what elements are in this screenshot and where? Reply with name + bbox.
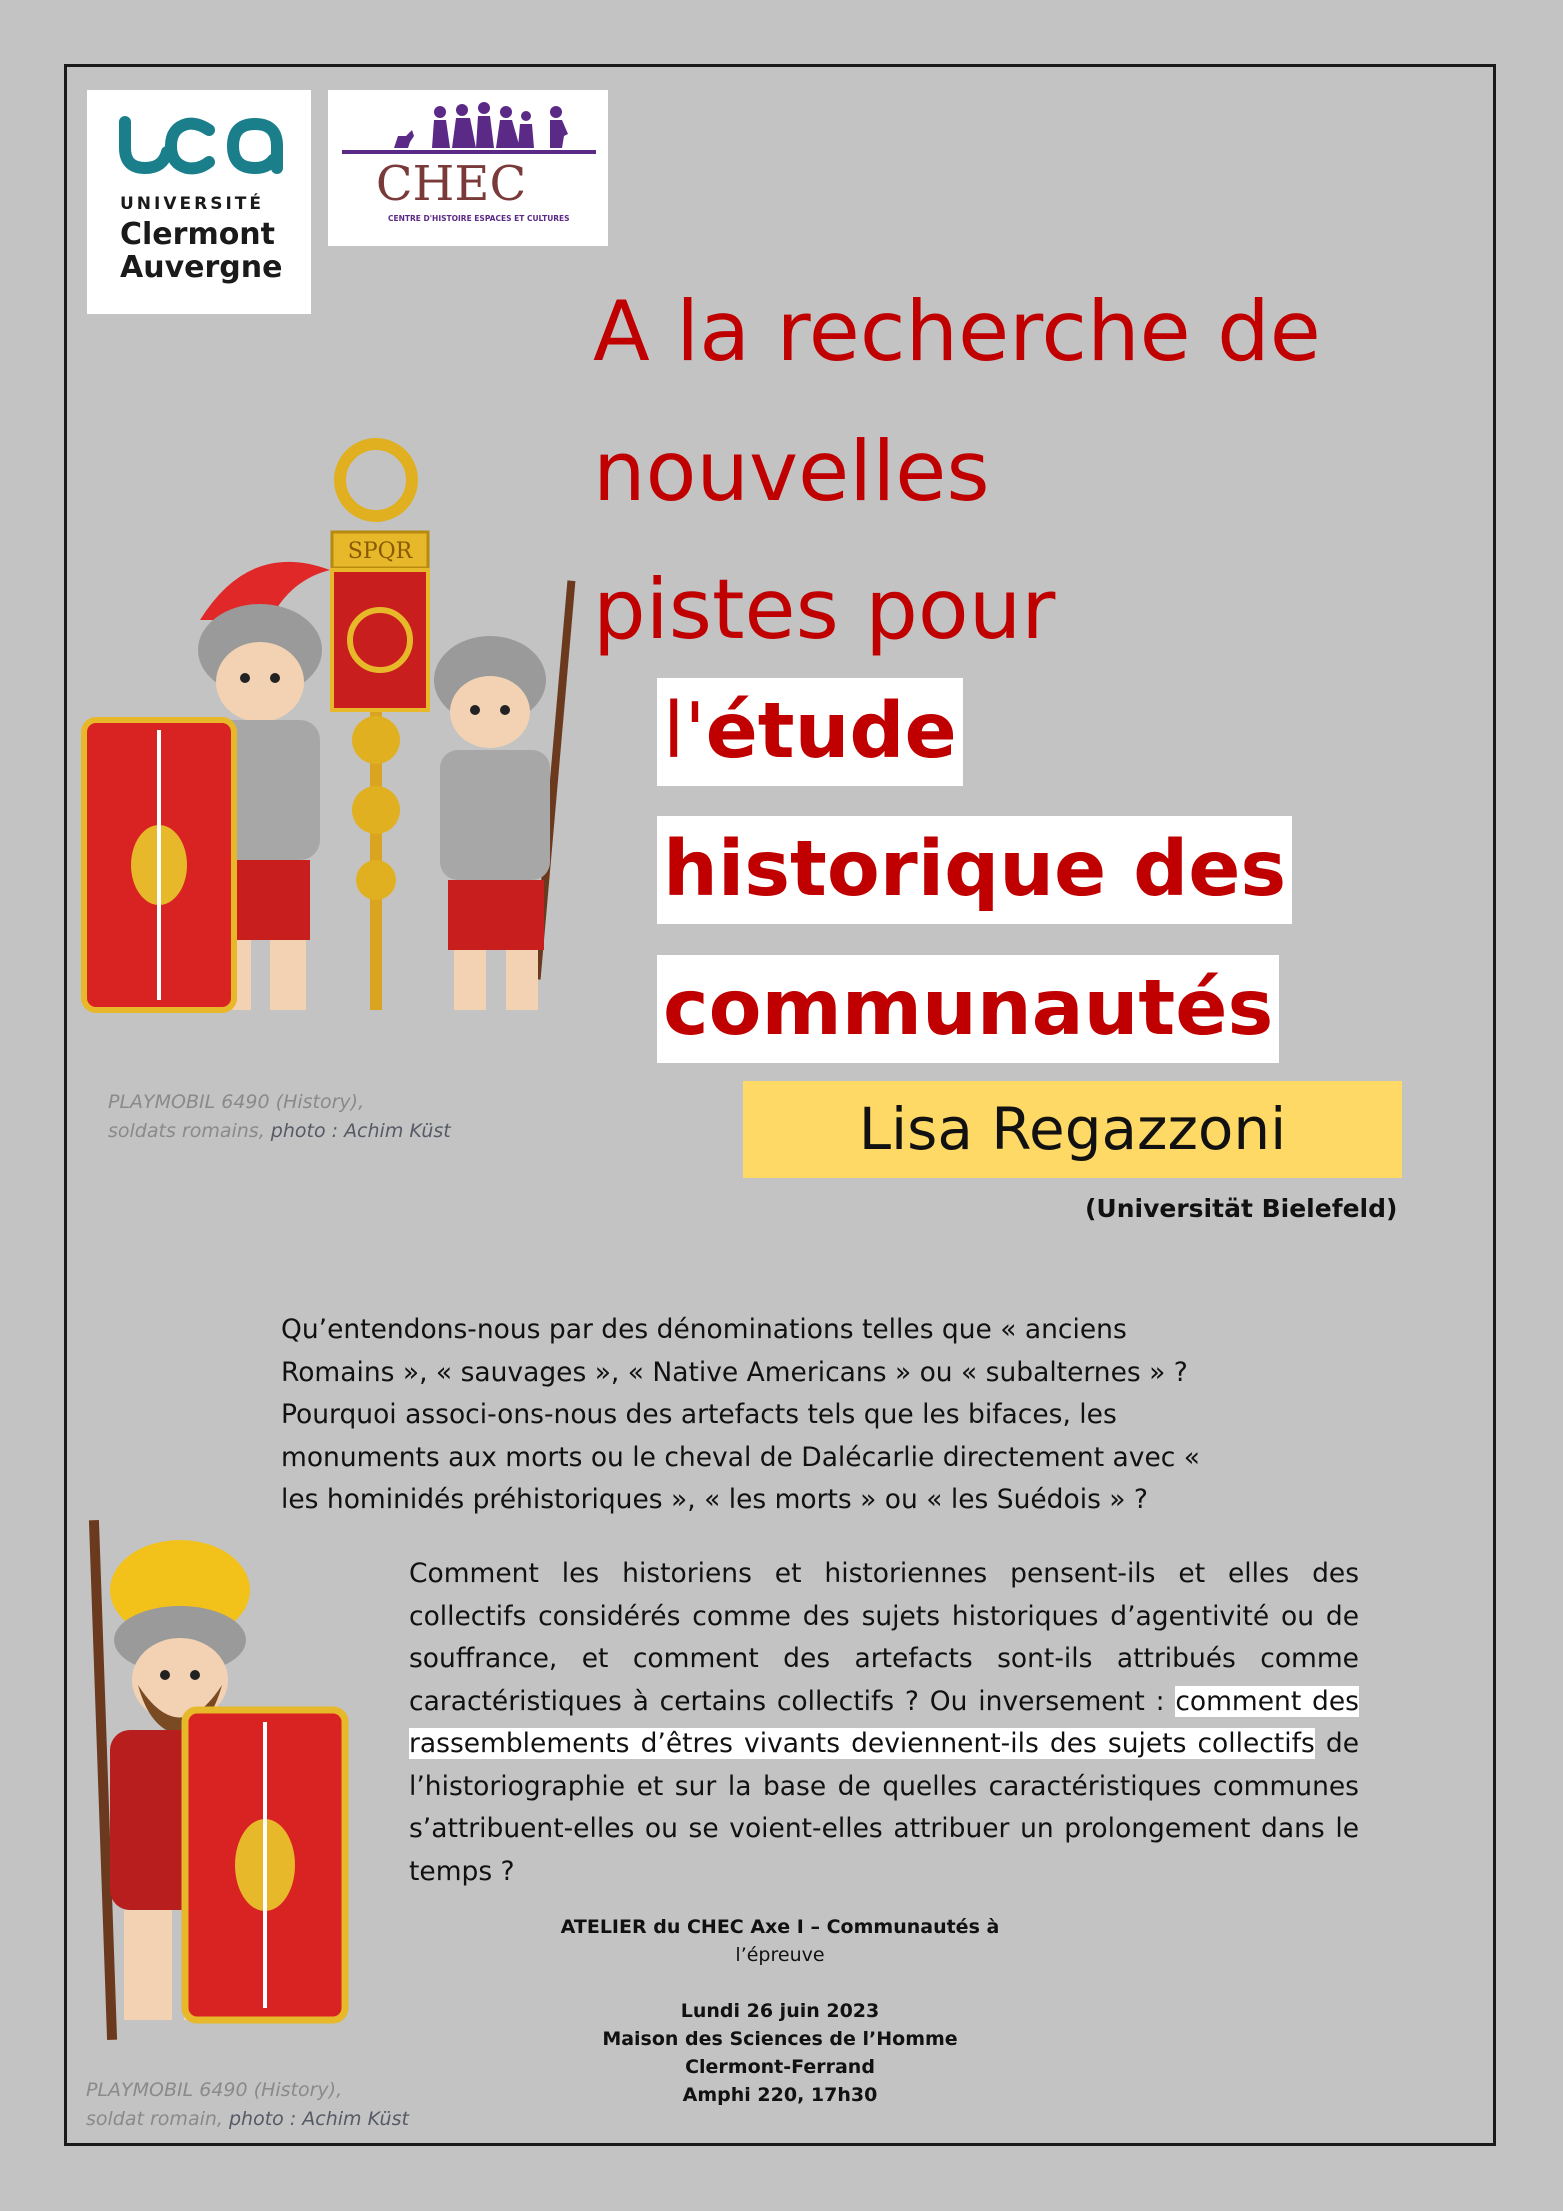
title-bold-prefix: l'	[663, 687, 706, 776]
spqr-banner-text: SPQR	[347, 539, 413, 564]
uca-logo-line3: Auvergne	[120, 250, 283, 285]
title-bold-word: étude	[705, 687, 957, 776]
footer-atelier-line1: ATELIER du CHEC Axe I – Communautés à	[560, 1916, 1000, 1938]
footer-city: Clermont-Ferrand	[685, 2056, 875, 2078]
paragraph-1: Qu’entendons-nous par des dénominations telles que « anciens Romains », « sauvages », « Native Americans » ou « subalternes » ? Pourquoi associ-ons-nous des artefacts tels que les bifaces, les monuments aux morts ou le cheval de Dalécarlie directement avec « les hominidés préhistoriques », « les morts » ou « les Suédois » ?	[281, 1314, 1200, 1515]
figure-top-caption-line2	[108, 1117, 451, 1146]
footer-event-info	[560, 1997, 1000, 2109]
paragraph-2	[409, 1553, 1359, 1893]
footer-room: Amphi 220, 17h30	[682, 2084, 878, 2106]
uca-logo	[87, 90, 311, 314]
speaker-name: Lisa Regazzoni	[743, 1081, 1402, 1178]
figure-bottom-caption-line2	[86, 2105, 409, 2134]
figure-top-photo-credit: photo : Achim Küst	[270, 1120, 451, 1142]
title-bold-line-2: historique des	[657, 816, 1292, 924]
footer-atelier-line2: l’épreuve	[735, 1944, 825, 1966]
uca-logo-line2: Clermont	[120, 217, 276, 252]
title-line-2: nouvelles	[593, 423, 990, 520]
title-line-3: pistes pour	[593, 561, 1056, 658]
title-bold-line-3: communautés	[657, 955, 1279, 1063]
footer-date: Lundi 26 juin 2023	[680, 2000, 880, 2022]
footer-atelier	[560, 1913, 1000, 1969]
title-bold-line-1	[657, 678, 963, 786]
paragraph-2-text-end: de l’historiographie et sur la base de quelles caractéristiques communes s’attribuent-elles ou se voient-elles attribuer un prolongement dans le temps ?	[409, 1728, 1359, 1887]
roman-soldier-illustration	[40, 1510, 360, 2070]
figure-bottom-caption-text: soldat romain,	[86, 2108, 229, 2130]
speaker-affiliation: (Universität Bielefeld)	[1085, 1194, 1398, 1223]
paragraph-2-text: Comment les historiens et historiennes pensent-ils et elles des collectifs considérés comme des sujets historiques d’agentivité ou de souffrance, et comment des artefacts sont-ils attribués comme caractéristiques à certains collectifs ? Ou inversement :	[409, 1558, 1359, 1717]
chec-logo-subtitle: CENTRE D'HISTOIRE ESPACES ET CULTURES	[388, 214, 570, 223]
figure-bottom-caption-line1: PLAYMOBIL 6490 (History),	[86, 2079, 343, 2101]
title-line-1: A la recherche de	[593, 283, 1321, 380]
chec-logo	[328, 90, 608, 246]
paragraph-2-highlight: comment des rassemblements d’êtres vivants deviennent-ils des sujets collectifs	[409, 1685, 1359, 1759]
uca-logo-line1: UNIVERSITÉ	[120, 194, 264, 214]
figure-top-caption-text: soldats romains,	[108, 1120, 271, 1142]
footer-place: Maison des Sciences de l’Homme	[602, 2028, 958, 2050]
chec-logo-name: CHEC	[375, 156, 527, 212]
roman-soldiers-illustration	[70, 420, 630, 1050]
uca-mark-icon	[87, 90, 311, 190]
figure-bottom-photo-credit: photo : Achim Küst	[228, 2108, 409, 2130]
figure-top-caption-line1: PLAYMOBIL 6490 (History),	[108, 1091, 365, 1113]
